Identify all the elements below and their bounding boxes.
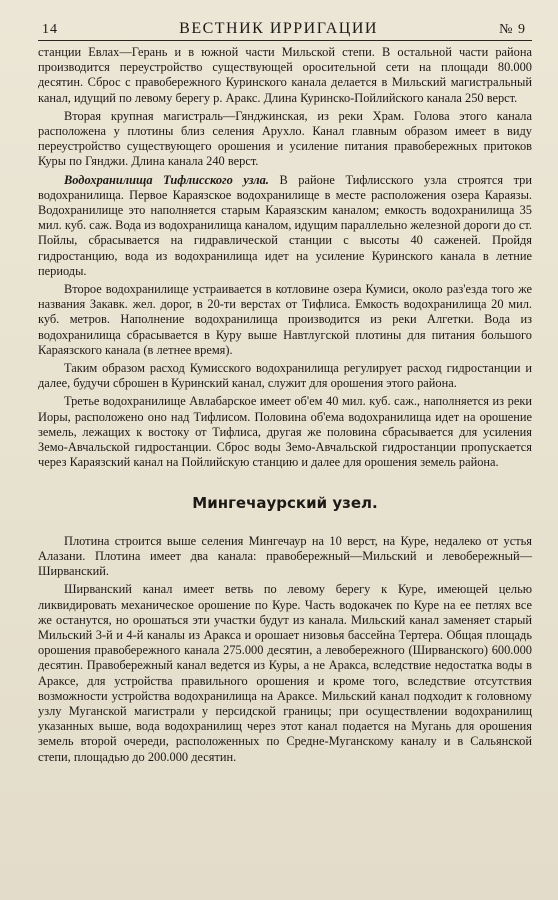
issue-number: № 9 xyxy=(499,22,526,37)
paragraph-8: Ширванский канал имеет ветвь по левому берегу к Куре, имеющей целью ликвидировать механическое орошение по Куре. Часть водокачек по Куре на ее петлях все же останутся, но орошаться эти участки будут из канала. Мильский канал заменяет старый Мильский 3-й и 4-й каналы из Аракса и орошает низовья бассейна Тертера. Общая площадь орошения правобережного канала 275.000 десятин, а левобережного (Ширванского) 600.000 десятин. Правобережный канал ведется из Куры, а не Аракса, вследствие недостатка воды в Араксе, для устройства правильного орошения и кроме того, вследствие отсутствия возможности устройства водохранилища на Араксе. Мильский канал подходит к головному узлу Муганской магистрали у персидской границы; при осуществлении водохранилищ указанных выше, вода водохранилищ через этот канал подается на Мугань для орошения земель второй очереди, расположенных по Средне-Муганскому каналу и в Сальянской степи, площадью до 200.000 десятин. xyxy=(38,582,532,764)
paragraph-2: Вторая крупная магистраль—Гянджинская, из реки Храм. Голова этого канала расположена у плотины близ селения Арухло. Канал главным образом имеет в виду переустройство существующего орошения и усиление питания правобережных притоков Куры по Гянджи. Длина канала 240 верст. xyxy=(38,108,532,169)
paragraph-1: станции Евлах—Герань и в южной части Мильской степи. В остальной части района производится переустройство существующей оросительной сети на площади 80.000 десятин. Сброс с правобережного Куринского канала делается в Мильский магистральный канал, идущий по левому берегу р. Аракс. Длина Куринско-Пойлийского канала 250 верст. xyxy=(38,45,532,105)
paragraph-6: Третье водохранилище Авлабарское имеет об'ем 40 мил. куб. саж., наполняется из реки Иоры, расположено оно над Тифлисом. Половина об'ема водохранилища идет на орошение земель, лежащих к востоку от Тифлиса, другая же половина сбрасывается для усиления Земо-Авчальской гидростанции. Сброс воды Земо-Авчальской гидростанции пропускается через Караязский канал на Пойлийскую станцию и далее для орошения земель района. xyxy=(38,394,532,470)
article-body xyxy=(38,45,532,765)
paragraph-3 xyxy=(38,173,532,279)
section-title: Мингечаурский узел. xyxy=(192,494,378,513)
paragraph-7: Плотина строится выше селения Мингечаур на 10 верст, на Куре, недалеко от устья Алазани. Плотина имеет два канала: правобережный—Мильский и левобережный—Ширванский. xyxy=(38,533,532,579)
page-number: 14 xyxy=(42,22,58,37)
paragraph-3-text: В районе Тифлисского узла строятся три водохранилища. Первое Караязское водохранилище в месте расположения озера Караязы. Водохранилище это наполняется старым Караязским каналом; емкость водохранилища 35 мил. куб. саж. Вода из водохранилища каналом, идущим параллельно железной дороги до ст. Пойлы, сбрасывается на гидравлической станции с высоты 40 саженей. Пройдя гидростанцию, вода из водохранилища идет на усиление Куринского канала в летние периоды. xyxy=(38,172,532,278)
subheading-tiflis-reservoirs: Водохранилища Тифлисского узла. xyxy=(64,172,269,187)
journal-title: ВЕСТНИК ИРРИГАЦИИ xyxy=(179,20,378,37)
paragraph-4: Второе водохранилище устраивается в котловине озера Кумиси, около раз'езда того же названия Закавк. жел. дорог, в 20-ти верстах от Тифлиса. Емкость водохранилища 20 мил. куб. метров. Наполнение водохранилища производится из реки Алгетки. Вода из водохранилища сбрасывается в Куру выше Навтлугской плотины для питания большого Караязского канала (в летнее время). xyxy=(38,282,532,357)
page-header xyxy=(38,20,532,41)
paragraph-5: Таким образом расход Кумисского водохранилища регулирует расход гидростанции и далее, будучи сброшен в Куринский канал, служит для орошения этого района. xyxy=(38,361,532,391)
